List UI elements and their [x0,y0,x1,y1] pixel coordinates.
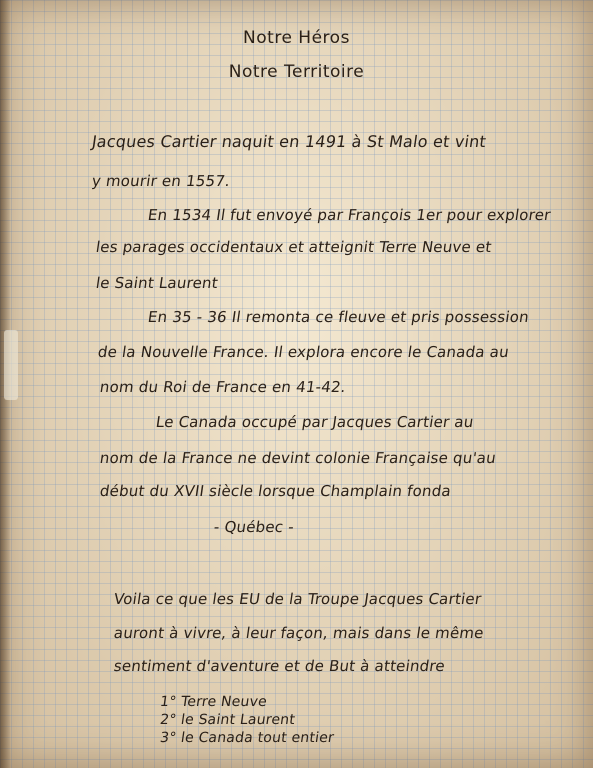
text-line: auront à vivre, à leur façon, mais dans le même [112,624,485,642]
text-line: nom de la France ne devint colonie Française qu'au [98,449,498,467]
text-line: les parages occidentaux et atteignit Terre Neuve et [94,238,493,256]
list-item: 2° le Saint Laurent [158,712,297,728]
text-line: y mourir en 1557. [90,172,232,190]
paper-tear [4,330,18,400]
page-title: Notre Héros [243,28,350,48]
text-line: le Saint Laurent [94,274,220,292]
text-line: Voila ce que les EU de la Troupe Jacques Cartier [112,590,483,608]
text-line: nom du Roi de France en 41-42. [98,378,348,396]
text-line: En 1534 Il fut envoyé par François 1er pour explorer [146,206,552,224]
page-subtitle: Notre Territoire [228,62,365,82]
list-item: 1° Terre Neuve [158,694,268,710]
text-line: Jacques Cartier naquit en 1491 à St Malo et vint [90,132,488,151]
list-item: 3° le Canada tout entier [158,730,336,746]
text-line: sentiment d'aventure et de But à atteindre [112,657,447,675]
text-line: Le Canada occupé par Jacques Cartier au [154,413,475,431]
text-line: début du XVII siècle lorsque Champlain fonda [98,482,453,500]
text-line: - Québec - [212,518,296,536]
text-line: En 35 - 36 Il remonta ce fleuve et pris possession [146,308,531,326]
text-line: de la Nouvelle France. Il explora encore le Canada au [96,343,511,361]
